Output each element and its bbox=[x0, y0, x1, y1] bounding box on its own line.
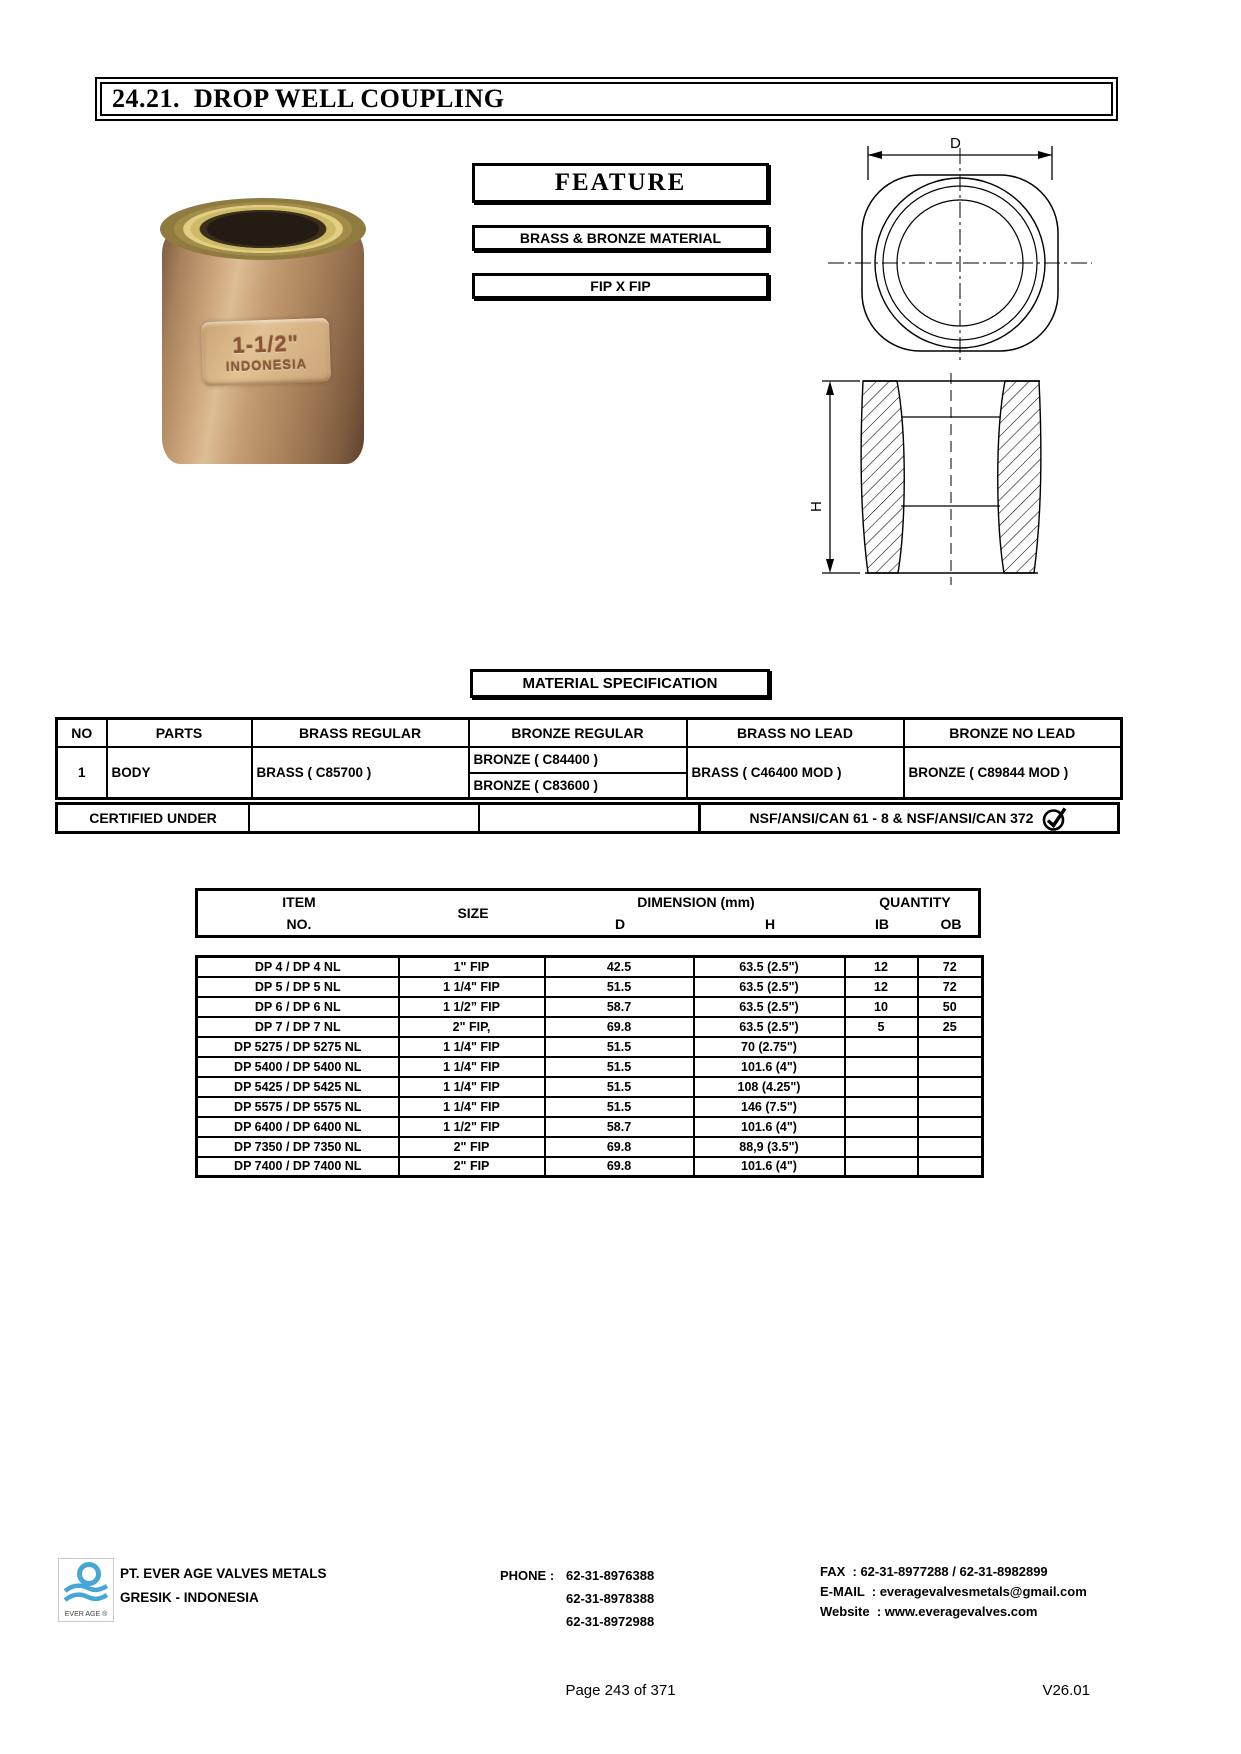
cell-ob: 50 bbox=[918, 997, 983, 1017]
cell-size: 1 1/4" FIP bbox=[399, 1037, 545, 1057]
everage-logo bbox=[58, 1558, 114, 1622]
cell-ib bbox=[845, 1037, 918, 1057]
cell-h: 63.5 (2.5") bbox=[694, 997, 845, 1017]
cell-h: 63.5 (2.5") bbox=[694, 957, 845, 977]
cell-size: 1" FIP bbox=[399, 957, 545, 977]
cell-d: 51.5 bbox=[545, 1037, 694, 1057]
cell-ib bbox=[845, 1057, 918, 1077]
cell-ob bbox=[918, 1097, 983, 1117]
cell-h: 101.6 (4") bbox=[694, 1057, 845, 1077]
stamp-origin-text: INDONESIA bbox=[225, 356, 308, 374]
cell-ib: 12 bbox=[845, 977, 918, 997]
feature-item-material bbox=[472, 225, 769, 251]
cell-item: DP 5425 / DP 5425 NL bbox=[197, 1077, 399, 1097]
cell-d: 51.5 bbox=[545, 1057, 694, 1077]
feature-item-fip-label: FIP X FIP bbox=[590, 278, 651, 294]
cell-ib: 12 bbox=[845, 957, 918, 977]
table-row bbox=[197, 1097, 983, 1117]
section-title-box bbox=[95, 77, 1118, 121]
cell-h: 63.5 (2.5") bbox=[694, 977, 845, 997]
cell-ib bbox=[845, 1077, 918, 1097]
phone-line bbox=[500, 1587, 654, 1610]
stamp-size-text: 1-1/2" bbox=[232, 330, 300, 358]
cell-item: DP 6 / DP 6 NL bbox=[197, 997, 399, 1017]
fax-line: FAX : 62-31-8977288 / 62-31-8982899 bbox=[820, 1564, 1048, 1579]
cell-ib: 5 bbox=[845, 1017, 918, 1037]
phone-label: PHONE : bbox=[500, 1568, 555, 1583]
cell-ob bbox=[918, 1077, 983, 1097]
feature-title: FEATURE bbox=[554, 169, 687, 196]
cell-bronze-regular-2: BRONZE ( C83600 ) bbox=[469, 773, 687, 799]
header-d: D bbox=[614, 916, 626, 932]
phone-line bbox=[500, 1610, 654, 1633]
cell-ob bbox=[918, 1157, 983, 1177]
table-row bbox=[197, 1117, 983, 1137]
page-number: Page 243 of 371 bbox=[565, 1682, 676, 1699]
cell-parts: BODY bbox=[107, 747, 252, 799]
cell-size: 1 1/4" FIP bbox=[399, 1097, 545, 1117]
cell-ib bbox=[845, 1137, 918, 1157]
material-spec-header-row bbox=[57, 719, 1122, 747]
table-row bbox=[197, 1017, 983, 1037]
table-row bbox=[197, 1137, 983, 1157]
table-row bbox=[197, 1057, 983, 1077]
cell-size: 2" FIP bbox=[399, 1137, 545, 1157]
feature-item-material-label: BRASS & BRONZE MATERIAL bbox=[519, 230, 722, 246]
cell-bronze-no-lead: BRONZE ( C89844 MOD ) bbox=[904, 747, 1122, 799]
certified-under-row bbox=[55, 802, 1120, 834]
cell-ob bbox=[918, 1037, 983, 1057]
top-view-drawing bbox=[820, 118, 1100, 370]
header-item-no: NO. bbox=[286, 916, 312, 932]
dimension-table-header bbox=[195, 888, 981, 938]
company-location: GRESIK - INDONESIA bbox=[120, 1590, 259, 1605]
header-item: ITEM bbox=[282, 894, 316, 910]
cell-ib: 10 bbox=[845, 997, 918, 1017]
certified-under-label-cell bbox=[58, 805, 248, 831]
cell-ob bbox=[918, 1057, 983, 1077]
col-header-brass-regular: BRASS REGULAR bbox=[252, 719, 469, 747]
certified-empty-cell-1 bbox=[248, 805, 478, 831]
phone-number-3: 62-31-8972988 bbox=[566, 1614, 655, 1629]
header-h: H bbox=[764, 916, 776, 932]
cell-item: DP 4 / DP 4 NL bbox=[197, 957, 399, 977]
cell-no: 1 bbox=[57, 747, 107, 799]
cell-size: 2" FIP bbox=[399, 1157, 545, 1177]
header-ob: OB bbox=[940, 916, 962, 932]
cell-d: 51.5 bbox=[545, 1077, 694, 1097]
certified-under-label: CERTIFIED UNDER bbox=[89, 810, 217, 826]
cell-size: 1 1/2” FIP bbox=[399, 997, 545, 1017]
feature-title-box bbox=[472, 163, 769, 203]
cell-h: 146 (7.5") bbox=[694, 1097, 845, 1117]
cell-item: DP 7350 / DP 7350 NL bbox=[197, 1137, 399, 1157]
company-name: PT. EVER AGE VALVES METALS bbox=[120, 1566, 327, 1581]
cell-ob bbox=[918, 1137, 983, 1157]
cell-ib bbox=[845, 1157, 918, 1177]
cell-brass-regular: BRASS ( C85700 ) bbox=[252, 747, 469, 799]
cell-d: 69.8 bbox=[545, 1137, 694, 1157]
cell-bronze-regular-1: BRONZE ( C84400 ) bbox=[469, 747, 687, 773]
cell-d: 69.8 bbox=[545, 1017, 694, 1037]
header-dimension: DIMENSION (mm) bbox=[637, 894, 755, 910]
cell-ob bbox=[918, 1117, 983, 1137]
cell-size: 1 1/4" FIP bbox=[399, 977, 545, 997]
cell-h: 108 (4.25") bbox=[694, 1077, 845, 1097]
cell-ib bbox=[845, 1097, 918, 1117]
section-view-drawing bbox=[808, 373, 1100, 587]
certification-check-icon bbox=[1041, 804, 1068, 832]
cell-size: 2" FIP, bbox=[399, 1017, 545, 1037]
cell-ob: 72 bbox=[918, 977, 983, 997]
company-block bbox=[120, 1562, 327, 1610]
col-header-bronze-no-lead: BRONZE NO LEAD bbox=[904, 719, 1122, 747]
cell-d: 51.5 bbox=[545, 977, 694, 997]
feature-item-fip bbox=[472, 273, 769, 299]
material-spec-body-row bbox=[57, 747, 1122, 773]
material-spec-table bbox=[55, 717, 1123, 800]
table-row bbox=[197, 1077, 983, 1097]
phone-block bbox=[500, 1564, 654, 1633]
cell-h: 101.6 (4") bbox=[694, 1117, 845, 1137]
table-row bbox=[197, 1037, 983, 1057]
dimension-table bbox=[195, 955, 984, 1178]
table-row bbox=[197, 957, 983, 977]
logo-text: EVER AGE ® bbox=[64, 1611, 108, 1618]
cell-d: 42.5 bbox=[545, 957, 694, 977]
cell-item: DP 7400 / DP 7400 NL bbox=[197, 1157, 399, 1177]
cell-size: 1 1/2" FIP bbox=[399, 1117, 545, 1137]
cell-item: DP 6400 / DP 6400 NL bbox=[197, 1117, 399, 1137]
cell-d: 58.7 bbox=[545, 1117, 694, 1137]
version-label: V26.01 bbox=[1042, 1682, 1090, 1699]
cell-item: DP 5400 / DP 5400 NL bbox=[197, 1057, 399, 1077]
cell-item: DP 5 / DP 5 NL bbox=[197, 977, 399, 997]
cell-h: 88,9 (3.5") bbox=[694, 1137, 845, 1157]
col-header-parts: PARTS bbox=[107, 719, 252, 747]
cell-item: DP 7 / DP 7 NL bbox=[197, 1017, 399, 1037]
cell-h: 70 (2.75") bbox=[694, 1037, 845, 1057]
cell-item: DP 5275 / DP 5275 NL bbox=[197, 1037, 399, 1057]
cell-item: DP 5575 / DP 5575 NL bbox=[197, 1097, 399, 1117]
phone-number-1: 62-31-8976388 bbox=[566, 1568, 655, 1583]
header-ib: IB bbox=[875, 916, 889, 932]
diameter-dim-label: D bbox=[950, 135, 961, 152]
cell-size: 1 1/4" FIP bbox=[399, 1057, 545, 1077]
material-spec-title: MATERIAL SPECIFICATION bbox=[522, 675, 718, 692]
cell-ib bbox=[845, 1117, 918, 1137]
col-header-no: NO bbox=[57, 719, 107, 747]
section-title-inner bbox=[100, 82, 1113, 116]
header-quantity: QUANTITY bbox=[879, 894, 951, 910]
header-size: SIZE bbox=[457, 905, 489, 921]
coupling-stamp bbox=[201, 318, 331, 386]
table-row bbox=[197, 1157, 983, 1177]
contact-block bbox=[820, 1562, 1087, 1622]
cell-ob: 25 bbox=[918, 1017, 983, 1037]
page-title: 24.21. DROP WELL COUPLING bbox=[112, 84, 505, 113]
material-spec-title-box bbox=[470, 669, 770, 698]
cell-h: 101.6 (4") bbox=[694, 1157, 845, 1177]
certified-value: NSF/ANSI/CAN 61 - 8 & NSF/ANSI/CAN 372 bbox=[749, 810, 1034, 826]
website-line: Website : www.everagevalves.com bbox=[820, 1604, 1038, 1619]
table-row bbox=[197, 977, 983, 997]
col-header-bronze-regular: BRONZE REGULAR bbox=[469, 719, 687, 747]
certified-value-cell bbox=[698, 805, 1117, 831]
email-line: E-MAIL : everagevalvesmetals@gmail.com bbox=[820, 1584, 1087, 1599]
cell-ob: 72 bbox=[918, 957, 983, 977]
height-dim-label: H bbox=[808, 501, 825, 512]
product-photo bbox=[160, 198, 370, 466]
certified-empty-cell-2 bbox=[478, 805, 698, 831]
table-row bbox=[197, 997, 983, 1017]
cell-d: 69.8 bbox=[545, 1157, 694, 1177]
cell-h: 63.5 (2.5") bbox=[694, 1017, 845, 1037]
phone-line bbox=[500, 1564, 654, 1587]
col-header-brass-no-lead: BRASS NO LEAD bbox=[687, 719, 904, 747]
coupling-rim bbox=[160, 198, 366, 260]
cell-d: 51.5 bbox=[545, 1097, 694, 1117]
cell-d: 58.7 bbox=[545, 997, 694, 1017]
cell-size: 1 1/4" FIP bbox=[399, 1077, 545, 1097]
phone-number-2: 62-31-8978388 bbox=[566, 1591, 655, 1606]
cell-brass-no-lead: BRASS ( C46400 MOD ) bbox=[687, 747, 904, 799]
